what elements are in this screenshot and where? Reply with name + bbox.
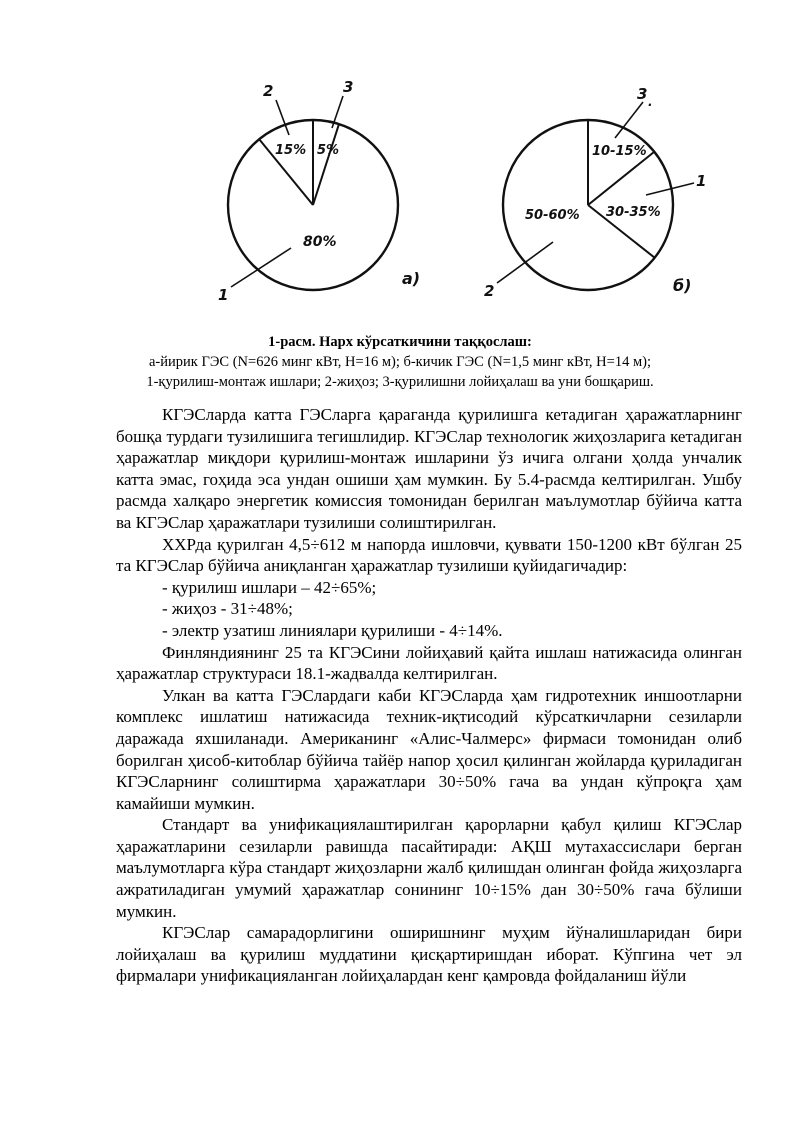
pie-b-slice-2-percent: 50-60% [525, 208, 580, 223]
list-item: - қурилиш ишлари – 42÷65%; [162, 577, 377, 597]
paragraph: КГЭСларда катта ГЭСларга қараганда қурилишга кетадиган ҳаражатларнинг бошқа турдаги тузилишига тегишлидир. КГЭСлар технологик жиҳозларига кетадиган ҳаражатлар миқдори қурилиш-монтаж ишларини ўз ичига олгани ҳолда унчалик катта эмас, гоҳида эса ундан ошиши ҳам мумкин. Бу 5.4-расмда келтирилган. Ушбу расмда халқаро энергетик комиссия томонидан берилган маълумотлар бўйича катта ва КГЭСлар ҳаражатлари тузилиши солиштирилган. [116, 405, 742, 532]
figure-svg [0, 0, 800, 320]
pie-a-slice-3-percent: 5% [317, 143, 340, 158]
pie-b-panel-label: б) [673, 276, 692, 295]
list-item: - электр узатиш линиялари қурилиши - 4÷14%. [162, 620, 503, 640]
pie-b-callout-2: 2 [484, 282, 495, 300]
pie-b-callout-3-mark: . [648, 95, 653, 109]
pie-a-leader-2 [276, 100, 289, 135]
paragraph: Финляндиянинг 25 та КГЭСини лойиҳавий қайта ишлаш натижасида олинган ҳаражатлар структураси 18.1-жадвалда келтирилган. [116, 642, 742, 684]
list-item: - жиҳоз - 31÷48%; [162, 599, 293, 619]
pie-b-callout-1: 1 [696, 172, 707, 190]
pie-b-slice-3-percent: 10-15% [592, 144, 647, 159]
paragraph: Стандарт ва унификациялаштирилган қарорларни қабул қилиш КГЭСлар ҳаражатларини сезиларли равишда пасайтиради: АҚШ мутахассислари берган маълумотларга кўра стандарт жиҳозларни жалб қилишдан олинган фойда жиҳозларга ажратиладиган умумий ҳаражатлар сонининг 10÷15% дан 30÷50% гача бўлиши мумкин. [116, 815, 742, 921]
pie-b-callout-3: 3 [637, 85, 648, 103]
pie-a-divider-2 [313, 124, 339, 205]
body-text [116, 404, 742, 987]
paragraph: КГЭСлар самарадорлигини оширишнинг муҳим йўналишларидан бири лойиҳалаш ва қурилиш муддатини қисқартиришдан иборат. Кўпгина чет эл фирмалари унификацияланган лойиҳалардан кенг қамровда фойдаланиш йўли [116, 923, 742, 986]
paragraph: Улкан ва катта ГЭСлардаги каби КГЭСларда ҳам гидротехник иншоотларни комплекс ишлатиш натижасида техник-иқтисодий кўрсаткичларни сезиларли даражада яхшиланади. Американинг «Алис-Чалмерс» фирмаси томонидан олиб борилган ҳисоб-китоблар бўйича тайёр напор ҳосил қилинган жойларда қуриладиган КГЭСларнинг солиштирма ҳаражатлари 30÷50% гача ва ундан кўпроқга ҳам камайиши мумкин. [116, 685, 742, 813]
pie-a-callout-3: 3 [343, 78, 354, 96]
pie-chart-b [484, 85, 706, 300]
pie-a-slice-2-percent: 15% [275, 143, 307, 158]
pie-a-panel-label: а) [402, 269, 421, 288]
pie-a-leader-1 [231, 248, 291, 287]
pie-b-leader-3 [615, 102, 643, 138]
pie-b-divider-2 [588, 152, 654, 205]
figure-caption-title: 1-расм. Нарх кўрсаткичини таққослаш: [268, 334, 532, 350]
figure-caption-legend-a-b: а-йирик ГЭС (N=626 минг кВт, H=16 м); б-кичик ГЭС (N=1,5 минг кВт, H=14 м); [149, 354, 651, 370]
pie-a-callout-1: 1 [218, 286, 229, 304]
figure-caption-legend-1-2-3: 1-қурилиш-монтаж ишлари; 2-жиҳоз; 3-қурилишни лойиҳалаш ва уни бошқариш. [146, 374, 654, 390]
paragraph: ХХРда қурилган 4,5÷612 м напорда ишловчи, қуввати 150-1200 кВт бўлган 25 та КГЭСлар бўйича аниқланган ҳаражатлар тузилиши қуйидагичадир: [116, 534, 742, 576]
figure-pie-charts [0, 0, 800, 320]
pie-chart-a [218, 78, 420, 304]
pie-b-slice-1-percent: 30-35% [606, 205, 661, 220]
pie-a-callout-2: 2 [263, 82, 274, 100]
pie-a-slice-1-percent: 80% [303, 234, 337, 250]
